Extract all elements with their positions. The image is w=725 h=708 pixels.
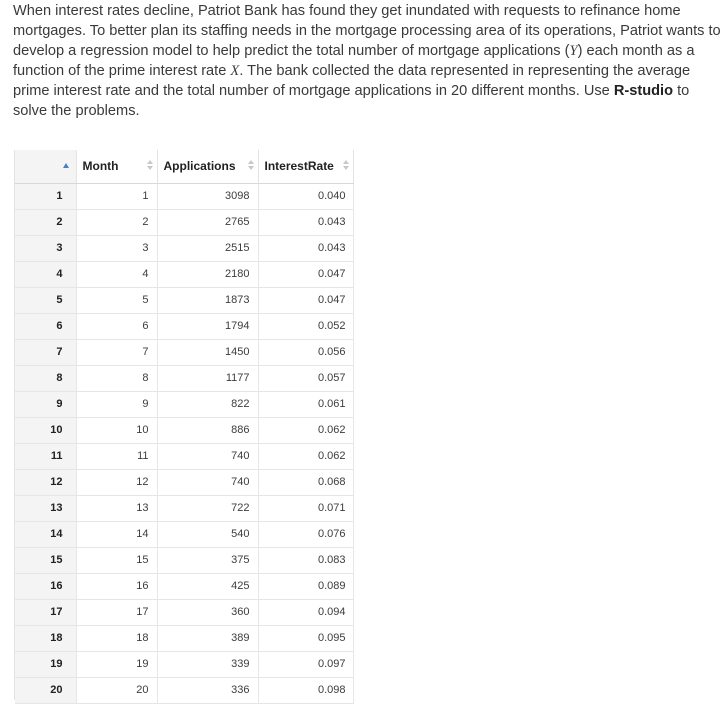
interestrate-cell: 0.076 (258, 521, 353, 547)
interestrate-cell: 0.062 (258, 443, 353, 469)
interestrate-cell: 0.071 (258, 495, 353, 521)
applications-cell: 339 (157, 651, 258, 677)
month-cell: 15 (76, 547, 157, 573)
interestrate-cell: 0.061 (258, 391, 353, 417)
interestrate-cell: 0.043 (258, 235, 353, 261)
row-index-cell: 13 (15, 495, 76, 521)
interestrate-cell: 0.062 (258, 417, 353, 443)
table-row (15, 209, 353, 235)
question-text (13, 1, 725, 121)
applications-cell: 886 (157, 417, 258, 443)
interestrate-cell: 0.068 (258, 469, 353, 495)
row-index-cell: 17 (15, 599, 76, 625)
month-cell: 3 (76, 235, 157, 261)
month-cell: 4 (76, 261, 157, 287)
applications-cell: 740 (157, 443, 258, 469)
table-row (15, 469, 353, 495)
interestrate-cell: 0.040 (258, 183, 353, 209)
row-index-cell: 7 (15, 339, 76, 365)
column-header-label: Applications (163, 159, 236, 174)
month-cell: 10 (76, 417, 157, 443)
row-index-cell: 19 (15, 651, 76, 677)
applications-cell: 375 (157, 547, 258, 573)
applications-cell: 2515 (157, 235, 258, 261)
row-index-cell: 11 (15, 443, 76, 469)
month-cell: 13 (76, 495, 157, 521)
column-header-month[interactable] (76, 150, 157, 183)
row-index-cell: 12 (15, 469, 76, 495)
data-viewer-table (14, 150, 353, 700)
interestrate-cell: 0.056 (258, 339, 353, 365)
applications-cell: 722 (157, 495, 258, 521)
month-cell: 11 (76, 443, 157, 469)
question-part-4: to solve the problems. (13, 83, 690, 119)
table-row (15, 599, 353, 625)
interestrate-cell: 0.052 (258, 313, 353, 339)
row-index-cell: 6 (15, 313, 76, 339)
column-header-label: Month (82, 159, 119, 174)
table-row (15, 651, 353, 677)
table-row (15, 183, 353, 209)
month-cell: 12 (76, 469, 157, 495)
column-header-interestrate[interactable] (258, 150, 353, 183)
table-row (15, 417, 353, 443)
interestrate-cell: 0.083 (258, 547, 353, 573)
applications-cell: 2180 (157, 261, 258, 287)
interestrate-cell: 0.094 (258, 599, 353, 625)
question-part-1: When interest rates decline, Patriot Bank has found they get inundated with requests to refinance home mortgages. To better plan its staffing needs in the mortgage processing area of its operations, Patriot wants to develop a regression model to help predict the total number of mortgage applications ( (13, 3, 721, 59)
question-part-2: ) each month as a function of the prime interest rate (13, 43, 695, 79)
interestrate-cell: 0.047 (258, 287, 353, 313)
applications-cell: 822 (157, 391, 258, 417)
month-cell: 17 (76, 599, 157, 625)
applications-cell: 1873 (157, 287, 258, 313)
applications-cell: 2765 (157, 209, 258, 235)
applications-cell: 540 (157, 521, 258, 547)
sort-icon[interactable] (248, 159, 254, 171)
table-row (15, 521, 353, 547)
month-cell: 8 (76, 365, 157, 391)
applications-cell: 1794 (157, 313, 258, 339)
month-cell: 2 (76, 209, 157, 235)
applications-cell: 360 (157, 599, 258, 625)
row-index-cell: 5 (15, 287, 76, 313)
sort-icon[interactable] (147, 159, 153, 171)
month-cell: 9 (76, 391, 157, 417)
table-row (15, 313, 353, 339)
applications-cell: 1450 (157, 339, 258, 365)
applications-cell: 389 (157, 625, 258, 651)
interestrate-cell: 0.097 (258, 651, 353, 677)
interestrate-cell: 0.043 (258, 209, 353, 235)
table-header-row (15, 150, 353, 183)
month-cell: 7 (76, 339, 157, 365)
tool-name: R-studio (613, 83, 674, 99)
table-row (15, 443, 353, 469)
row-index-header[interactable] (15, 150, 76, 183)
applications-cell: 336 (157, 677, 258, 703)
y-variable: Y (569, 43, 578, 59)
interestrate-cell: 0.098 (258, 677, 353, 703)
row-index-cell: 1 (15, 183, 76, 209)
question-part-3: . The bank collected the data represented in representing the average prime interest rate and the total number of mortgage applications in 20 different months. Use (13, 63, 691, 99)
row-index-cell: 16 (15, 573, 76, 599)
table-row (15, 339, 353, 365)
table-row (15, 287, 353, 313)
applications-cell: 740 (157, 469, 258, 495)
row-index-cell: 9 (15, 391, 76, 417)
row-index-cell: 14 (15, 521, 76, 547)
sort-ascending-icon (63, 163, 69, 168)
month-cell: 19 (76, 651, 157, 677)
column-header-label: InterestRate (264, 159, 334, 174)
table-row (15, 625, 353, 651)
row-index-cell: 2 (15, 209, 76, 235)
row-index-cell: 4 (15, 261, 76, 287)
row-index-cell: 3 (15, 235, 76, 261)
sort-icon[interactable] (343, 159, 349, 171)
interestrate-cell: 0.095 (258, 625, 353, 651)
interestrate-cell: 0.057 (258, 365, 353, 391)
row-index-cell: 15 (15, 547, 76, 573)
month-cell: 14 (76, 521, 157, 547)
month-cell: 16 (76, 573, 157, 599)
interestrate-cell: 0.047 (258, 261, 353, 287)
month-cell: 6 (76, 313, 157, 339)
month-cell: 18 (76, 625, 157, 651)
row-index-cell: 10 (15, 417, 76, 443)
table-row (15, 261, 353, 287)
row-index-cell: 20 (15, 677, 76, 703)
month-cell: 5 (76, 287, 157, 313)
month-cell: 20 (76, 677, 157, 703)
applications-cell: 1177 (157, 365, 258, 391)
table-row (15, 235, 353, 261)
table-row (15, 365, 353, 391)
table-row (15, 677, 353, 703)
column-header-applications[interactable] (157, 150, 258, 183)
applications-cell: 425 (157, 573, 258, 599)
interestrate-cell: 0.089 (258, 573, 353, 599)
table-row (15, 573, 353, 599)
table-row (15, 391, 353, 417)
table-body (15, 183, 353, 703)
row-index-cell: 8 (15, 365, 76, 391)
table-row (15, 547, 353, 573)
x-variable: X (230, 63, 240, 79)
applications-cell: 3098 (157, 183, 258, 209)
row-index-cell: 18 (15, 625, 76, 651)
table-row (15, 495, 353, 521)
data-table (15, 150, 354, 704)
month-cell: 1 (76, 183, 157, 209)
